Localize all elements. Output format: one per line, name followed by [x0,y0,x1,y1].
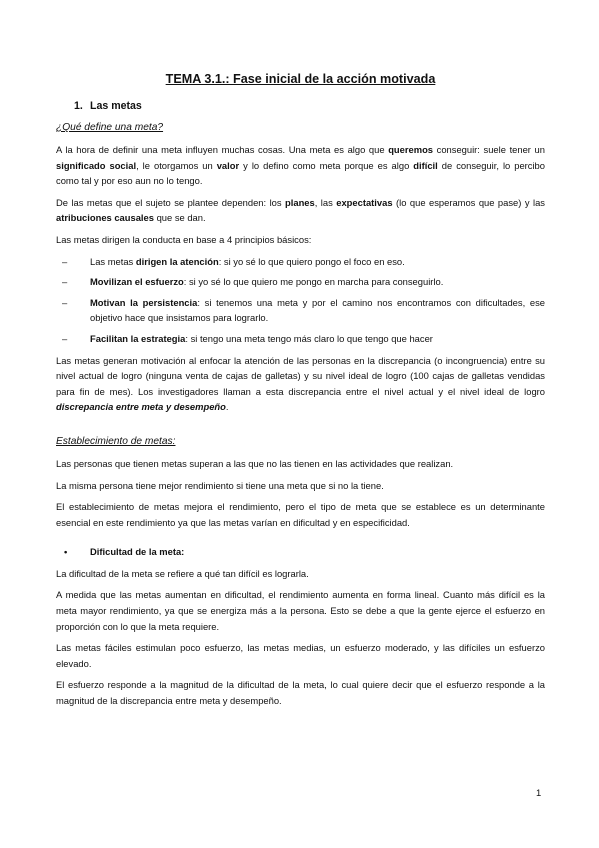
principles-list [56,254,545,347]
text-run: que se dan. [153,212,206,224]
text-run: : si tenemos una meta y por el camino nos encontramos con dificultades, ese objetivo hace que insistamos para lograrlo. [90,296,545,324]
list-item [56,254,545,270]
bold-run: Facilitan la estrategia [90,332,186,344]
dash-marker: – [62,332,68,344]
bold-run: Movilizan el esfuerzo [90,276,184,288]
text-run: y lo defino como meta porque es algo [239,159,414,171]
page-number: 1 [536,787,542,798]
document-title: TEMA 3.1.: Fase inicial de la acción motivada [165,72,436,86]
paragraph-goals-outperform: Las personas que tienen metas superan a las que no las tienen en las actividades que realizan. [56,457,454,469]
paragraph-goal-dependencies [56,195,545,226]
paragraph-discrepancy [56,353,545,415]
bold-italic-run: discrepancia entre meta y desempeño [56,401,226,413]
dash-marker: – [62,296,68,308]
text-run: de conseguir, lo percibo como tal y por eso aun no lo tengo. [56,159,545,187]
paragraph-difficulty-performance: A medida que las metas aumentan en dificultad, el rendimiento aumenta en forma lineal. Cuanto más difícil es la meta mayor rendimiento, ya que se energiza más a la persona. Esto se debe a que la gente ejerce el esfuerzo en proporción con lo que la meta requiere. [56,589,545,632]
spacer [56,421,545,434]
bold-run: atribuciones causales [56,212,154,224]
text-run: conseguir: suele tener un [433,144,545,155]
paragraph-principles-intro: Las metas dirigen la conducta en base a 4 principios básicos: [56,233,312,245]
subheading-goal-setting: Establecimiento de metas: [56,435,176,447]
page-content [56,70,545,715]
text-run: De las metas que el sujeto se plantee dependen: los [56,196,286,208]
section-heading [56,98,545,114]
subheading-define-goal: ¿Qué define una meta? [56,122,164,133]
paragraph-effort-magnitude: El esfuerzo responde a la magnitud de la dificultad de la meta, lo cual quiere decir que el esfuerzo responde a la magnitud de la discrepancia entre meta y desempeño. [56,679,545,707]
text-run: Las metas [90,255,136,267]
bullet-heading-difficulty [56,544,545,560]
list-item [56,274,545,290]
list-item [56,331,545,347]
paragraph-goal-setting-performance: El establecimiento de metas mejora el rendimiento, pero el tipo de meta que se establece es un determinante esencial en este rendimiento ya que las metas varían en dificultad y en especificidad. [56,501,545,528]
bold-run: Motivan la persistencia [90,296,198,308]
section-title: Las metas [90,100,142,112]
paragraph-difficulty-definition: La dificultad de la meta se refiere a qué tan difícil es lograrla. [56,567,309,579]
spacer [56,536,545,544]
bullet-heading-text: Dificultad de la meta: [90,546,185,558]
text-run: : si tengo una meta tengo más claro lo que tengo que hacer [185,332,433,344]
dash-marker: – [62,255,68,267]
bold-run: expectativas [336,196,393,208]
text-run: : si yo sé lo que quiero pongo el foco en eso. [218,255,405,267]
text-run: , las [314,196,337,208]
paragraph-same-person: La misma persona tiene mejor rendimiento si tiene una meta que si no la tiene. [56,479,384,491]
text-run: (lo que esperamos que pase) y las [392,196,545,208]
paragraph-effort-levels: Las metas fáciles estimulan poco esfuerzo, las metas medias, un esfuerzo moderado, y las difíciles un esfuerzo elevado. [56,642,545,669]
section-number: 1. [74,100,83,112]
bold-run: valor [216,159,240,171]
bold-run: queremos [388,144,434,155]
text-run: : si yo sé lo que quiero me pongo en marcha para conseguirlo. [183,276,444,288]
text-run: . [225,401,229,413]
bold-run: dirigen la atención [135,255,219,267]
bold-run: planes [285,196,315,208]
text-run: Las metas generan motivación al enfocar la atención de las personas en la discrepancia (o incongruencia) entre su nivel actual de logro (ninguna venta de cajas de galletas) y su nivel ideal de logro (100 cajas de galletas vendidas para fin de mes). Los investigadores llaman a esta discrepancia entre el nivel actual y el nivel ideal de logro [56,354,545,397]
bold-run: difícil [413,159,438,171]
dash-marker: – [62,276,68,288]
list-item [56,295,545,326]
bold-run: significado social [56,159,137,171]
paragraph-goal-definition [56,142,545,189]
text-run: A la hora de definir una meta influyen muchas cosas. Una meta es algo que [56,144,389,155]
text-run: , le otorgamos un [136,159,217,171]
bullet-marker: • [64,546,68,558]
